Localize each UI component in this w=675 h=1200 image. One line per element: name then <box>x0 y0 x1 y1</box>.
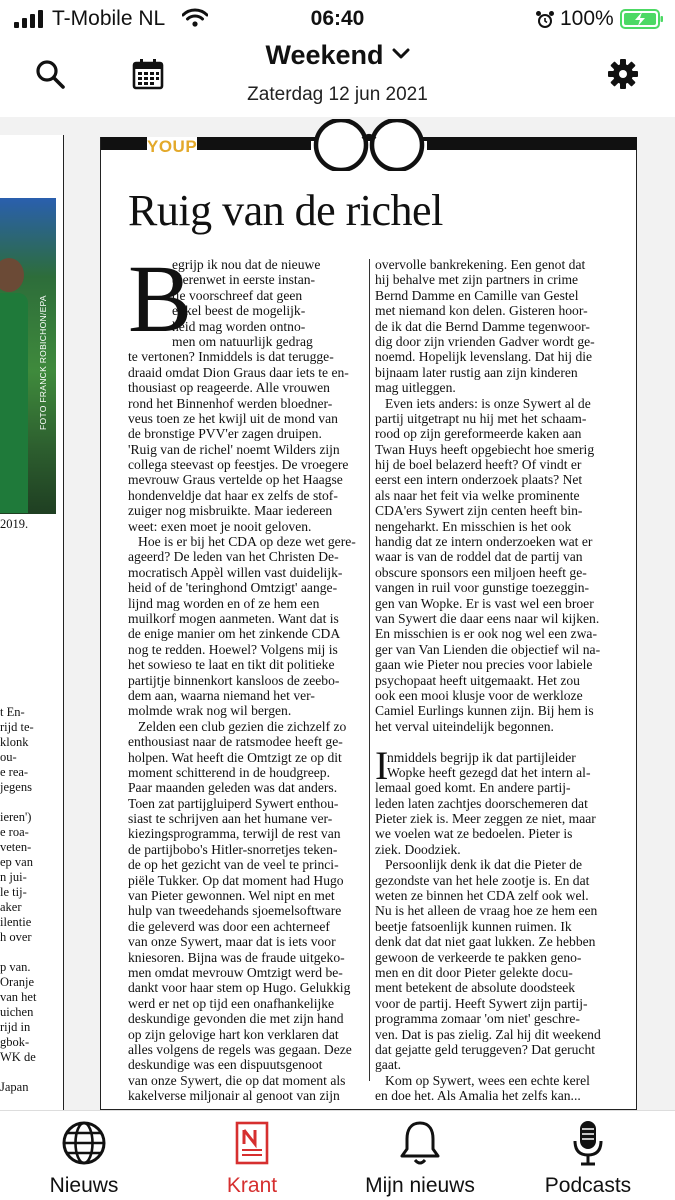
text-line: de bronstige PVV'er zagen druipen. <box>128 426 322 442</box>
text-line: e roa- <box>0 825 29 839</box>
nav-label: Podcasts <box>544 1174 632 1197</box>
text-line: WK de <box>0 1050 36 1064</box>
text-line: partij uitgetrapt nu hij met het schaam- <box>375 410 587 426</box>
text-line: van Pieter gewonnen. Wel nipt en met <box>128 888 335 904</box>
text-line: draaid omdat Dion Graus daar iets te en- <box>128 364 349 380</box>
battery-percentage: 100% <box>560 7 614 30</box>
text-line: gezondste van het hele zootje is. En dat <box>375 872 590 888</box>
article-card[interactable] <box>100 137 637 1110</box>
text-line: kiezingsprogramma, terwijl de rest van <box>128 826 341 842</box>
gear-icon[interactable] <box>607 58 639 90</box>
text-line: eerst een intern onderzoek plaats? Net <box>375 472 583 488</box>
text-line: uichen <box>0 1005 34 1019</box>
section-label: YOUP <box>147 137 198 156</box>
text-line: nengeharkt. En misschien is het ook <box>375 518 572 534</box>
text-line: gaat. <box>375 1057 402 1073</box>
photo-caption: 2019. <box>0 517 29 531</box>
rugby-photo <box>0 198 56 514</box>
text-line: Even iets anders: is onze Sywert al de <box>385 395 591 411</box>
bell-icon <box>398 1119 442 1167</box>
text-line: van onze Sywert, maar dat is iets voor <box>128 934 336 950</box>
text-line: denk dat dat niet gaat lukken. Ze hebben <box>375 934 596 950</box>
edition-title: Weekend <box>265 40 384 70</box>
text-line: als naar het feit via welke prominente <box>375 487 580 503</box>
text-line: heid of de 'teringhond Omtzigt' aange- <box>128 580 338 596</box>
text-line <box>0 1065 60 1080</box>
text-line: thousiast op reageerde. Alle vrouwen <box>128 380 330 396</box>
text-line: van het <box>0 990 37 1004</box>
text-line: rijd te- <box>0 720 34 734</box>
photo-credit: FOTO FRANCK ROBICHON/EPA <box>38 295 48 430</box>
text-line: rood op zijn gereformeerde kaken aan <box>375 426 582 442</box>
text-line: mocratisch Appèl willen vast duidelijk- <box>128 564 343 580</box>
text-line: dem aan, waarna niemand het ver- <box>128 687 315 703</box>
text-line: Japan <box>0 1080 29 1094</box>
text-line: nog te redden. Hoewel? Volgens mij is <box>128 641 338 657</box>
text-line: beetje fatsoenlijk kunnen ruimen. Ik <box>375 918 572 934</box>
text-line: le tij- <box>0 885 27 899</box>
text-line: de op het gezicht van de veel te princi- <box>128 857 339 873</box>
text-line <box>0 945 60 960</box>
text-line: deskundige gevonden die met zijn hand <box>128 1011 344 1027</box>
text-line: we voelen wat ze bedoelen. Pieter is <box>375 826 573 842</box>
text-line: mevrouw Graus vertelde op het Haagse <box>128 472 343 488</box>
text-line: rijd in <box>0 1020 31 1034</box>
text-line: ziek. Doodziek. <box>375 841 461 857</box>
text-line: heid mag worden ontno- <box>172 318 306 334</box>
article-column-1 <box>128 245 360 1104</box>
bottom-navigation <box>0 1110 675 1200</box>
edition-date: Zaterdag 12 jun 2021 <box>247 84 428 105</box>
text-line: e rea- <box>0 765 29 779</box>
nav-item-krant[interactable] <box>168 1111 336 1200</box>
text-line: obscure sponsors een miljoen heeft ge- <box>375 564 587 580</box>
text-line: En misschien is er ook nog wel een zwa- <box>375 626 597 642</box>
text-line: enthousiast naar de ratsmodee heeft ge- <box>128 734 343 750</box>
alarm-icon <box>535 10 555 30</box>
text-line: Wopke heeft gezegd dat het intern al- <box>387 764 591 780</box>
text-line: kniesoren. Bijna was de fraude uitgeko- <box>128 949 345 965</box>
text-line: ilentie <box>0 915 32 929</box>
text-line: programma zomaar 'om niet' geschre- <box>375 1011 580 1027</box>
nav-item-mijn-nieuws[interactable] <box>336 1111 504 1200</box>
text-line: rond het Binnenhof werden bloedner- <box>128 395 333 411</box>
text-line: te vertonen? Inmiddels is dat terugge- <box>128 349 334 365</box>
nav-label: Nieuws <box>49 1174 119 1197</box>
text-line: leden laten zachtjes doorschemeren dat <box>375 795 588 811</box>
text-line: Persoonlijk denk ik dat die Pieter de <box>385 857 583 873</box>
text-line: Toen zat partijgluiperd Sywert enthou- <box>128 795 339 811</box>
text-line: egrijp ik nou dat de nieuwe <box>172 257 321 272</box>
text-line: het verval uiteindelijk begonnen. <box>375 718 554 734</box>
text-line: klonk <box>0 735 29 749</box>
text-line: holpen. Wat heeft die Omtzigt ze op dit <box>128 749 342 765</box>
text-line: ven. Dat is pas zielig. Zal hij dit weekend <box>375 1026 601 1042</box>
text-line: kakelverse miljonair al genoot van zijn <box>128 1088 340 1104</box>
text-line: ageerd? De leden van het Christen De- <box>128 549 339 565</box>
text-line: psychopaat heeft uitgemaakt. Het zou <box>375 672 580 688</box>
top-rule-right <box>427 137 637 150</box>
text-line: partijtje binnenkort kansloos de zeebo- <box>128 672 340 688</box>
text-line: ger van Van Lienden die objectief wil na- <box>375 641 601 657</box>
text-line: siast te schrijven aan het humane ver- <box>128 811 333 827</box>
edition-selector[interactable] <box>0 40 675 71</box>
text-line: vangen in ruil voor gunstige toezeggin- <box>375 580 590 596</box>
text-line: veten- <box>0 840 32 854</box>
text-line: p van. <box>0 960 31 974</box>
text-line: veus toen ze het kwijl uit de mond van <box>128 410 338 426</box>
glasses-icon <box>307 119 431 171</box>
text-line: lemaal goed komt. En andere partij- <box>375 780 571 796</box>
microphone-icon <box>566 1119 610 1167</box>
text-line: dig door zijn vrienden Gadver wordt ge- <box>375 333 595 349</box>
top-rule-left <box>101 137 311 150</box>
text-line: van Sywert die daar eens naar wil kijken. <box>375 610 600 626</box>
nav-label: Krant <box>226 1174 278 1197</box>
text-line: werd er net op tijd een onafhankelijke <box>128 995 335 1011</box>
text-line: ment betekent de absolute doodsteek <box>375 980 576 996</box>
text-line: men om natuurlijk gedrag <box>172 333 313 349</box>
text-line: hij de boel belazerd heeft? Of vindt er <box>375 457 582 473</box>
text-line: noemd. Hopelijk levenslang. Dat hij die <box>375 349 593 365</box>
text-line: overvolle bankrekening. Een genot dat <box>375 257 586 272</box>
text-line: nmiddels begrijp ik dat partijleider <box>387 749 576 765</box>
text-line: hij behalve met zijn partners in crime <box>375 272 579 288</box>
text-line: CDA'ers Sywert zijn centen heeft bin- <box>375 503 583 519</box>
text-line: deskundige was een dispuutsgenoot <box>128 1057 323 1073</box>
text-line: molmde wrak nog wil bergen. <box>128 703 292 719</box>
article-headline: Ruig van de richel <box>128 186 443 235</box>
text-line: gbok- <box>0 1035 30 1049</box>
text-line: zuiger nog misbruikte. Maar iedereen <box>128 503 333 519</box>
text-line: gaan wie Pieter nou precies voor labiele <box>375 657 593 673</box>
text-line: ook een mooi klusje voor de werkloze <box>375 687 583 703</box>
text-line: ou- <box>0 750 17 764</box>
drop-cap: B <box>128 245 193 352</box>
status-bar <box>0 0 675 36</box>
text-line: de enige manier om het zinkende CDA <box>128 626 341 642</box>
text-line: Twan Huys heeft opgebiecht hoe smerig <box>375 441 595 457</box>
text-line: piële Tukker. Op dat moment had Hugo <box>128 872 344 888</box>
text-line: muilkorf mogen aanmeten. Want dat is <box>128 610 339 626</box>
text-line: 'Ruig van de richel' noemt Wilders zijn <box>128 441 340 457</box>
text-line: waar is van de roddel dat de partij van <box>375 549 583 565</box>
text-line: jegens <box>0 780 32 794</box>
text-line: collega steevast op feestjes. De vroegere <box>128 457 349 473</box>
text-line: van onze Sywert, die op dat moment als <box>128 1072 346 1088</box>
text-line: op zijn gelovige hart kon verklaren dat <box>128 1026 339 1042</box>
text-line: dankt voor haar stem op Hugo. Gelukkig <box>128 980 351 996</box>
text-line: en doe het. Als Amalia het zelfs kan... <box>375 1088 581 1104</box>
previous-page[interactable] <box>0 135 64 1110</box>
app-header <box>0 36 675 116</box>
text-line: aker <box>0 900 22 914</box>
chevron-down-icon <box>392 48 410 60</box>
text-line: het sowieso te laat en tikt dit politieke <box>128 657 335 673</box>
text-line: lijnd mag worden en of ze hem een <box>128 595 320 611</box>
globe-icon <box>62 1119 106 1167</box>
text-line: Paar maanden geleden was dat anders. <box>128 780 338 796</box>
text-line: de partijbobo's Hitler-snorretjes teken- <box>128 841 338 857</box>
text-line: men en dit door Pieter gelekte docu- <box>375 964 573 980</box>
text-line: alles volgens de regels was gegaan. Deze <box>128 1041 352 1057</box>
text-line: gen van Wopke. Er is vast wel een broer <box>375 595 594 611</box>
text-line: weet: exen moet je nooit geloven. <box>128 518 312 534</box>
text-line: hondenveldje dat haar ex zelfs de stof- <box>128 487 338 503</box>
text-line: bijnaam later rustig aan zijn kinderen <box>375 364 578 380</box>
column-divider <box>369 259 370 1081</box>
text-line <box>375 734 607 749</box>
text-line: mag uitleggen. <box>375 380 456 396</box>
text-line <box>0 795 60 810</box>
drop-cap: I <box>375 742 389 788</box>
text-line: Kom op Sywert, wees een echte kerel <box>385 1072 590 1088</box>
text-line: h over <box>0 930 32 944</box>
text-line: t En- <box>0 705 25 719</box>
text-line: Bernd Damme en Camille van Gestel <box>375 287 579 303</box>
text-line: Camiel Eurlings kunnen zijn. Bij hem is <box>375 703 594 719</box>
text-line: n jui- <box>0 870 27 884</box>
newspaper-view[interactable] <box>0 117 675 1110</box>
text-line: die geleverd was door een achterneef <box>128 918 330 934</box>
nav-item-podcasts[interactable] <box>504 1111 672 1200</box>
text-line: Zelden een club gezien die zichzelf zo <box>138 718 347 734</box>
newspaper-icon <box>230 1119 274 1167</box>
clock: 06:40 <box>310 7 365 30</box>
text-line: moment schitterend in de houdgreep. <box>128 764 330 780</box>
text-line: dat gejatte geld teruggeven? Dat gerucht <box>375 1041 596 1057</box>
text-line: met niemand kon delen. Gisteren hoor- <box>375 303 588 319</box>
nav-item-nieuws[interactable] <box>0 1111 168 1200</box>
text-line: enkel beest de mogelijk- <box>172 303 306 319</box>
text-line: Nu is het alleen de vraag hoe ze hem een <box>375 903 598 919</box>
text-line: gewoon de verkeerde te pakken geno- <box>375 949 582 965</box>
nav-label: Mijn nieuws <box>365 1174 475 1197</box>
text-line: voor de partij. Heeft Sywert zijn partij- <box>375 995 588 1011</box>
text-line: de ik dat die Bernd Damme tegenwoor- <box>375 318 590 334</box>
text-line: weten ze binnen het CDA zelf ook wel. <box>375 888 589 904</box>
previous-page-text <box>0 705 60 1095</box>
text-line: Pieter ziek is. Meer zeggen ze niet, maar <box>375 811 596 827</box>
text-line: ieren') <box>0 810 32 824</box>
carrier-name: T-Mobile NL <box>52 7 166 30</box>
text-line: Hoe is er bij het CDA op deze wet gere- <box>138 534 356 550</box>
text-line: tie voorschreef dat geen <box>172 287 303 303</box>
battery-icon <box>620 9 664 29</box>
article-column-2 <box>375 257 607 1103</box>
text-line: handig dat ze intern onderzoeken wat er <box>375 534 593 550</box>
text-line: Oranje <box>0 975 35 989</box>
text-line: hulp van tweedehands sjoemelsoftware <box>128 903 342 919</box>
text-line: men omdat mevrouw Omtzigt werd be- <box>128 964 343 980</box>
text-line: dierenwet in eerste instan- <box>172 272 316 288</box>
text-line: ep van <box>0 855 33 869</box>
